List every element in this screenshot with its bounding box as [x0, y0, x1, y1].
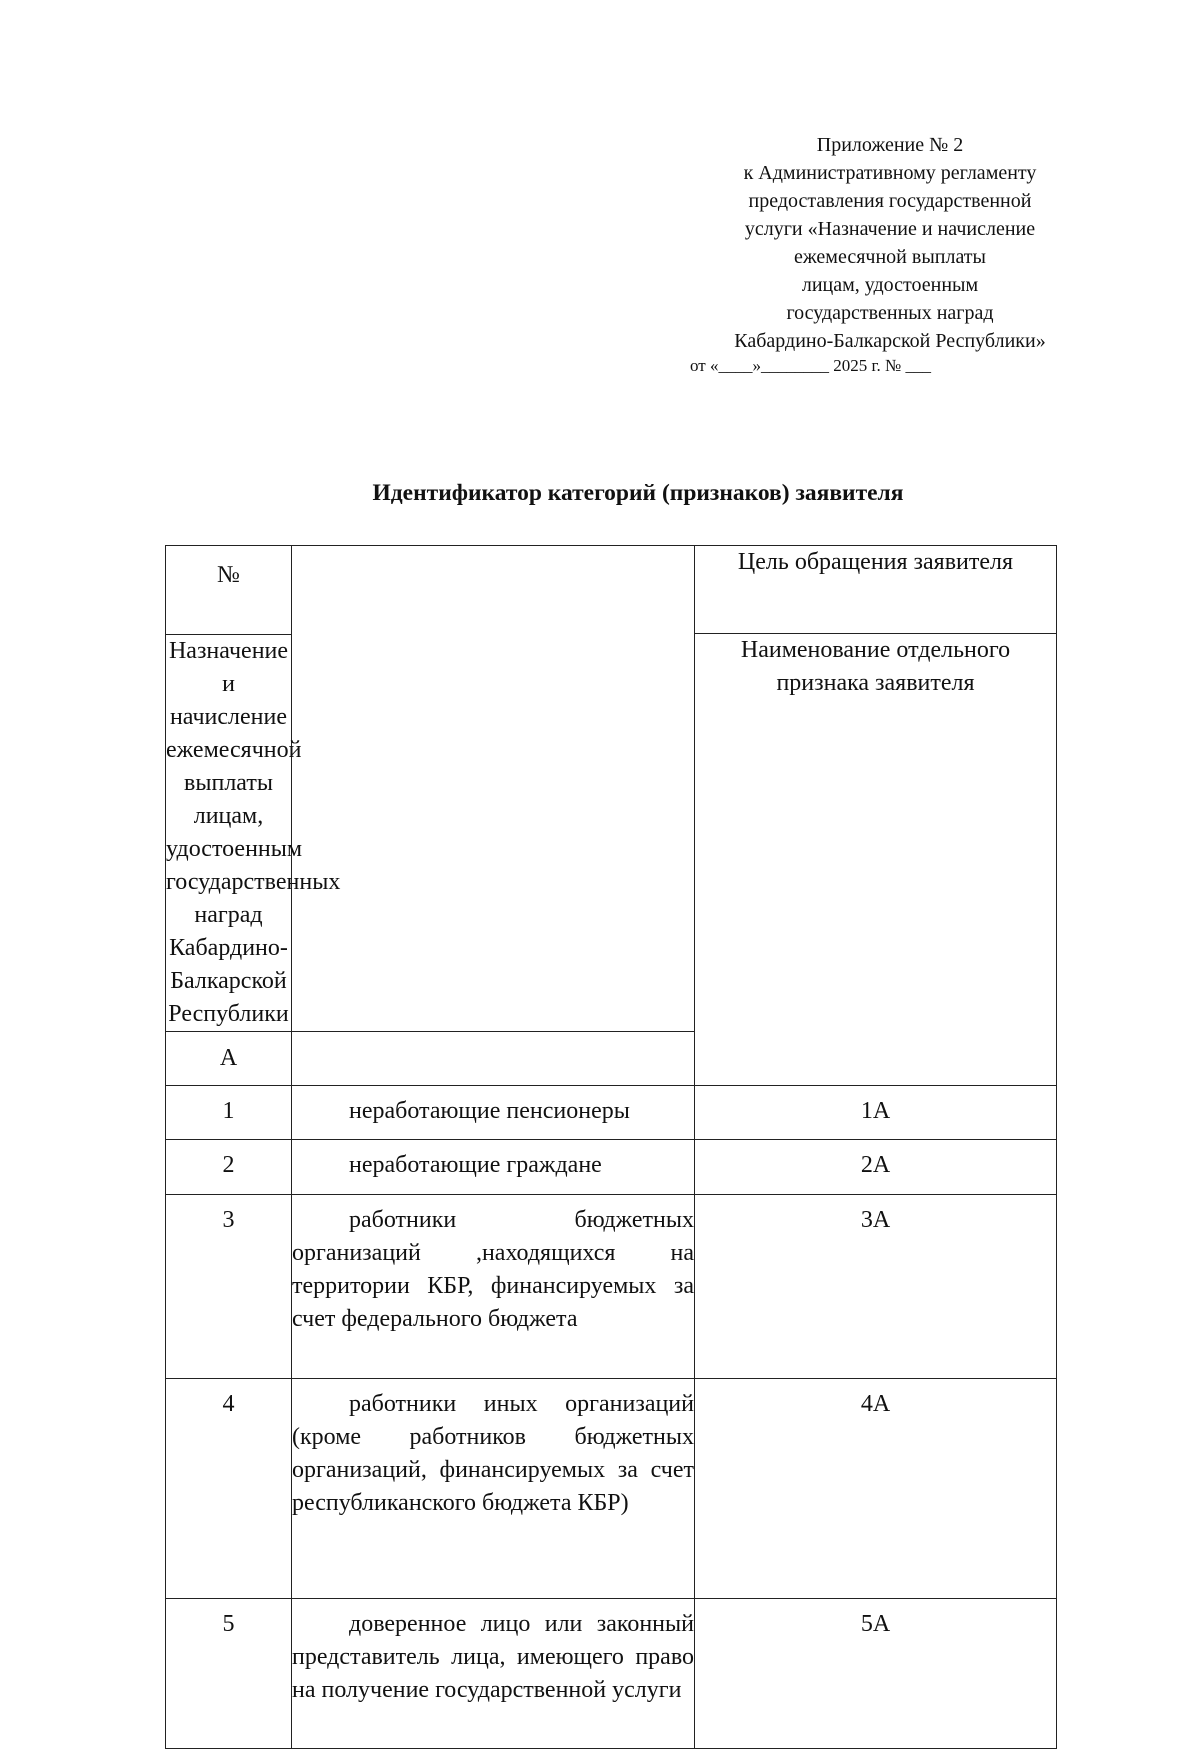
appendix-line: государственных наград [786, 302, 994, 324]
row-code: 3А [695, 1195, 1057, 1379]
header-empty-cell [292, 546, 695, 1032]
header-goal-text: Назначение и начисление ежемесячной выплаты лицам, удостоенным государственных наград Кабардино-Балкарской Республики [166, 635, 292, 1032]
applicant-category-table [165, 545, 1057, 1749]
row-code: 1А [695, 1086, 1057, 1140]
header-goal-code: А [166, 1032, 292, 1086]
row-code: 4А [695, 1379, 1057, 1599]
row-text [292, 1599, 695, 1749]
appendix-line: к Административному регламенту [743, 162, 1037, 184]
row-text [292, 1379, 695, 1599]
table-row [166, 1599, 1057, 1749]
header-num [166, 546, 292, 635]
row-num: 3 [166, 1195, 292, 1379]
appendix-line: услуги «Назначение и начисление [744, 218, 1036, 240]
appendix-date-line: от «____»________ 2025 г. № ___ [690, 356, 931, 375]
table-row [166, 1086, 1057, 1140]
row-num: 2 [166, 1140, 292, 1195]
row-text-content: работники бюджетных организаций ,находящихся на территории КБР, финансируемых за счет федерального бюджета [292, 1207, 694, 1332]
row-text [292, 1195, 695, 1379]
row-num: 4 [166, 1379, 292, 1599]
appendix-line: Приложение № 2 [816, 134, 964, 156]
row-text-content: работники иных организаций (кроме работников бюджетных организаций, финансируемых за счет республиканского бюджета КБР) [292, 1391, 694, 1516]
table-row [166, 1195, 1057, 1379]
row-num: 1 [166, 1086, 292, 1140]
row-text [292, 1140, 695, 1195]
document-title: Идентификатор категорий (признаков) заявителя [372, 480, 904, 506]
row-text-content: доверенное лицо или законный представитель лица, имеющего право на получение государственной услуги [292, 1611, 694, 1703]
table-row [166, 1379, 1057, 1599]
appendix-line: лицам, удостоенным [801, 274, 979, 296]
row-text [292, 1086, 695, 1140]
row-text-content: неработающие пенсионеры [349, 1098, 630, 1124]
appendix-line: Кабардино-Балкарской Республики» [734, 330, 1046, 352]
appendix-line: предоставления государственной [748, 190, 1032, 212]
row-code: 5А [695, 1599, 1057, 1749]
row-num: 5 [166, 1599, 292, 1749]
appendix-header [690, 131, 1080, 375]
row-text-content: неработающие граждане [349, 1152, 602, 1178]
header-name-label: Наименование отдельного признака заявителя [695, 634, 1057, 1086]
table-row [166, 1140, 1057, 1195]
header-goal-label: Цель обращения заявителя [695, 546, 1057, 634]
header-num-label: № [217, 562, 240, 588]
row-code: 2А [695, 1140, 1057, 1195]
table-header-row [166, 546, 1057, 634]
appendix-line: ежемесячной выплаты [794, 246, 986, 268]
